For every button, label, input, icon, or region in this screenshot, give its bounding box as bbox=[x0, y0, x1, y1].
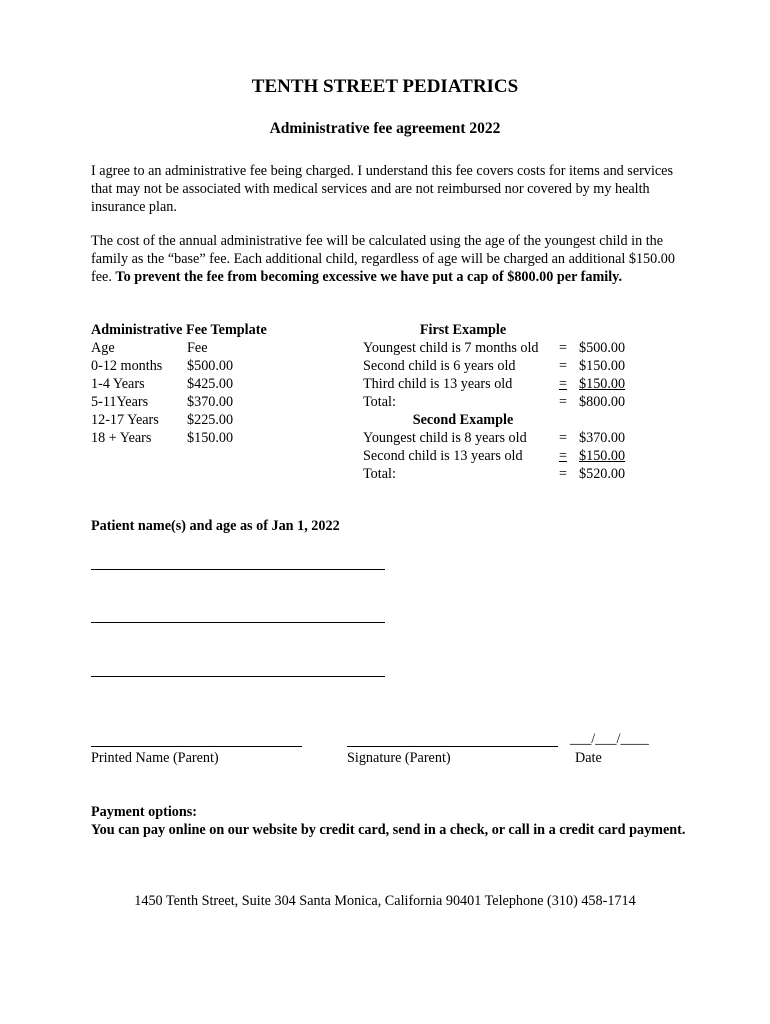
age-cell: 18 + Years bbox=[91, 430, 152, 446]
equals-sign: = bbox=[559, 466, 568, 482]
date-label: Date bbox=[575, 750, 602, 766]
fee-cell: $425.00 bbox=[187, 376, 234, 392]
fee-calculation-text: The cost of the annual administrative fee will be calculated using the age of the youngest child in the family as the “base” fee. Each additional child, regardless of age will be charged an additional $150.00 fee. bbox=[91, 233, 675, 285]
age-cell: 0-12 months bbox=[91, 358, 163, 374]
payment-heading: Payment options: bbox=[91, 804, 198, 820]
payment-options bbox=[91, 803, 691, 839]
patient-name-line-3[interactable] bbox=[91, 676, 385, 677]
example-total-amount: $520.00 bbox=[579, 466, 626, 482]
payment-text: You can pay online on our website by credit card, send in a check, or call in a credit card payment. bbox=[91, 822, 686, 838]
example-label: Second child is 13 years old bbox=[363, 448, 523, 464]
example-label: Total: bbox=[363, 394, 396, 410]
examples-block bbox=[363, 321, 663, 483]
page-title: TENTH STREET PEDIATRICS bbox=[251, 76, 519, 97]
equals-sign: = bbox=[559, 394, 568, 410]
patient-name-line-1[interactable] bbox=[91, 569, 385, 570]
fee-template-table bbox=[91, 321, 267, 447]
footer-address: 1450 Tenth Street, Suite 304 Santa Monica, California 90401 Telephone (310) 458-1714 bbox=[134, 893, 636, 909]
patient-name-line-2[interactable] bbox=[91, 622, 385, 623]
example-label: Youngest child is 7 months old bbox=[363, 340, 539, 356]
example-row bbox=[363, 357, 663, 375]
example-total-amount: $800.00 bbox=[579, 394, 626, 410]
age-cell: 1-4 Years bbox=[91, 376, 145, 392]
printed-name-line[interactable] bbox=[91, 746, 302, 747]
fee-cell: $500.00 bbox=[187, 358, 234, 374]
example-total-row bbox=[363, 465, 663, 483]
age-cell: 5-11Years bbox=[91, 394, 149, 410]
document-subtitle: Administrative fee agreement 2022 bbox=[269, 120, 501, 137]
equals-sign: = bbox=[559, 430, 568, 446]
example-amount: $150.00 bbox=[579, 376, 626, 392]
example-label: Total: bbox=[363, 466, 396, 482]
fee-cell: $225.00 bbox=[187, 412, 234, 428]
equals-sign: = bbox=[559, 448, 568, 464]
example-amount: $500.00 bbox=[579, 340, 626, 356]
agreement-paragraph: I agree to an administrative fee being charged. I understand this fee covers costs for items and services that may not be associated with medical services and are not reimbursed nor covered by my health insurance plan. bbox=[91, 163, 673, 215]
example-amount: $150.00 bbox=[579, 358, 626, 374]
first-example-heading: First Example bbox=[419, 322, 507, 338]
fee-column-header: Fee bbox=[187, 340, 208, 356]
date-field[interactable]: ___/___/____ bbox=[570, 731, 649, 747]
second-example-heading: Second Example bbox=[412, 412, 514, 428]
equals-sign: = bbox=[559, 376, 568, 392]
fee-template-header-row bbox=[91, 339, 267, 357]
example-label: Youngest child is 8 years old bbox=[363, 430, 527, 446]
age-column-header: Age bbox=[91, 340, 115, 356]
example-label: Third child is 13 years old bbox=[363, 376, 513, 392]
equals-sign: = bbox=[559, 340, 568, 356]
table-row bbox=[91, 411, 267, 429]
table-row bbox=[91, 357, 267, 375]
printed-name-label: Printed Name (Parent) bbox=[91, 750, 219, 766]
table-row bbox=[91, 375, 267, 393]
signature-line[interactable] bbox=[347, 746, 558, 747]
example-row bbox=[363, 375, 663, 393]
table-row bbox=[91, 393, 267, 411]
example-row bbox=[363, 339, 663, 357]
age-cell: 12-17 Years bbox=[91, 412, 159, 428]
fee-template-heading: Administrative Fee Template bbox=[91, 322, 267, 338]
example-amount: $370.00 bbox=[579, 430, 626, 446]
example-row bbox=[363, 447, 663, 465]
example-total-row bbox=[363, 393, 663, 411]
fee-cap-text: To prevent the fee from becoming excessive we have put a cap of $800.00 per family. bbox=[115, 269, 623, 285]
patient-names-label: Patient name(s) and age as of Jan 1, 2022 bbox=[91, 518, 340, 534]
equals-sign: = bbox=[559, 358, 568, 374]
example-row bbox=[363, 429, 663, 447]
example-label: Second child is 6 years old bbox=[363, 358, 516, 374]
fee-calculation-paragraph bbox=[91, 232, 691, 286]
table-row bbox=[91, 429, 267, 447]
fee-cell: $370.00 bbox=[187, 394, 234, 410]
example-amount: $150.00 bbox=[579, 448, 626, 464]
fee-cell: $150.00 bbox=[187, 430, 234, 446]
signature-label: Signature (Parent) bbox=[347, 750, 451, 766]
